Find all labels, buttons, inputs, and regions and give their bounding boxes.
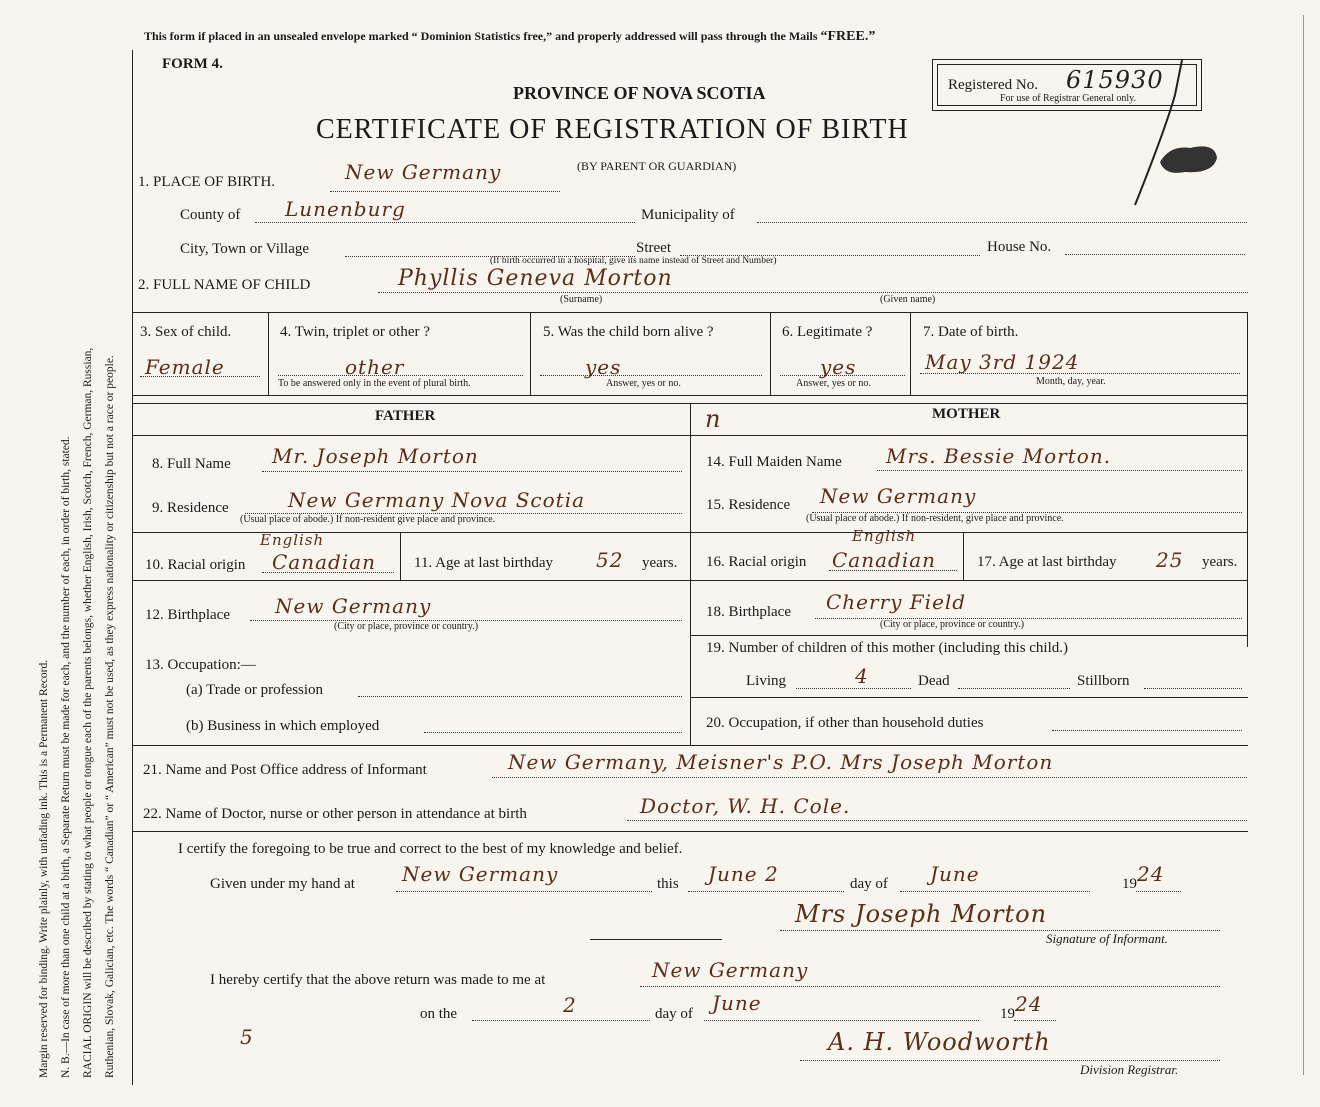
father-race-over: English xyxy=(260,531,325,549)
county-value: Lunenburg xyxy=(285,197,406,221)
child-name-label: 2. FULL NAME OF CHILD xyxy=(138,277,311,293)
registrar-year-prefix: 19 xyxy=(1000,1006,1015,1022)
on-the-label: on the xyxy=(420,1006,458,1022)
dob-value: May 3rd 1924 xyxy=(925,350,1080,374)
sidebar-racial-note-1: RACIAL ORIGIN will be described by stating to what people or tongue each of the parents belongs, whether English, Irish, Scotch, French, German, Russian, xyxy=(82,347,94,1078)
father-occupation-label: 13. Occupation:— xyxy=(145,657,256,673)
sex-label: 3. Sex of child. xyxy=(140,324,232,340)
informant-signature: Mrs Joseph Morton xyxy=(795,900,1048,928)
father-birthplace-note: (City or place, province or country.) xyxy=(334,621,479,632)
dead-label: Dead xyxy=(918,673,950,689)
mother-age-value: 25 xyxy=(1156,548,1184,572)
sidebar-racial-note-2: Ruthenian, Slovak, Galician, etc. The words “ Canadian” or “ American” must not be used, as they express nationality or citizenship but not a race or people. xyxy=(104,355,116,1078)
legitimate-label: 6. Legitimate ? xyxy=(782,324,873,340)
trade-label: (a) Trade or profession xyxy=(186,682,324,698)
certify-text: I certify the foregoing to be true and correct to the best of my knowledge and belief. xyxy=(178,841,683,857)
house-no-label: House No. xyxy=(987,239,1052,255)
month-value: June xyxy=(930,862,980,886)
father-residence-note: (Usual place of abode.) If non-resident give place and province. xyxy=(240,514,496,525)
day-of-label: day of xyxy=(850,876,888,892)
born-alive-value: yes xyxy=(585,355,622,379)
father-residence-value: New Germany Nova Scotia xyxy=(288,488,586,512)
living-label: Living xyxy=(746,673,786,689)
twin-label: 4. Twin, triplet or other ? xyxy=(280,324,430,340)
mother-birthplace-note: (City or place, province or country.) xyxy=(880,619,1025,630)
mother-birthplace-label: 18. Birthplace xyxy=(706,604,791,620)
registrar-use-note: For use of Registrar General only. xyxy=(1000,93,1136,104)
registrar-signature: A. H. Woodworth xyxy=(828,1028,1051,1056)
father-birthplace-value: New Germany xyxy=(275,594,432,618)
this-day-value: June 2 xyxy=(708,862,779,886)
doctor-value: Doctor, W. H. Cole. xyxy=(640,794,851,818)
year-value: 24 xyxy=(1137,862,1165,886)
mother-name-label: 14. Full Maiden Name xyxy=(706,454,842,470)
county-label: County of xyxy=(180,207,241,223)
mother-residence-label: 15. Residence xyxy=(706,497,791,513)
mother-name-value: Mrs. Bessie Morton. xyxy=(886,444,1112,468)
registrar-day-of-label: day of xyxy=(655,1006,693,1022)
registered-label: Registered No. xyxy=(948,77,1038,93)
father-residence-label: 9. Residence xyxy=(152,500,229,516)
father-name-value: Mr. Joseph Morton xyxy=(272,444,479,468)
mother-residence-note: (Usual place of abode.) If non-resident, give place and province. xyxy=(806,513,1064,524)
doctor-label: 22. Name of Doctor, nurse or other person in attendance at birth xyxy=(143,806,527,822)
mother-age-label: 17. Age at last birthday xyxy=(977,554,1117,570)
mother-age-unit: years. xyxy=(1202,554,1238,570)
on-the-value: 2 xyxy=(563,993,577,1017)
city-label: City, Town or Village xyxy=(180,241,310,257)
sidebar-nb-note: N. B.—In case of more than one child at a birth, a Separate Return must be made for each, and the number of each, in order of birth, stated. xyxy=(60,436,72,1078)
father-age-label: 11. Age at last birthday xyxy=(414,555,553,571)
father-race-label: 10. Racial origin xyxy=(145,557,246,573)
registrar-mark: 5 xyxy=(240,1025,254,1049)
father-birthplace-label: 12. Birthplace xyxy=(145,607,230,623)
registrar-year-value: 24 xyxy=(1015,992,1043,1016)
born-alive-note: Answer, yes or no. xyxy=(606,378,681,389)
father-name-label: 8. Full Name xyxy=(152,456,231,472)
sidebar-binding-note: Margin reserved for binding. Write plainly, with unfading ink. This is a Permanent Record. xyxy=(38,659,50,1078)
mother-birthplace-value: Cherry Field xyxy=(826,590,967,614)
this-label: this xyxy=(657,876,679,892)
sex-value: Female xyxy=(145,355,225,379)
mother-race-value: Canadian xyxy=(832,548,937,572)
mother-occupation-label: 20. Occupation, if other than household duties xyxy=(706,715,984,731)
twin-note: To be answered only in the event of plural birth. xyxy=(278,378,471,389)
informant-value: New Germany, Meisner's P.O. Mrs Joseph Morton xyxy=(508,750,1054,774)
mother-heading-mark: n xyxy=(705,405,722,433)
mail-notice: This form if placed in an unsealed envelope marked “ Dominion Statistics free,” and properly addressed will pass through the Mails “FREE.” xyxy=(144,29,876,44)
mother-heading: MOTHER xyxy=(932,406,1001,422)
registrar-month-value: June xyxy=(712,991,762,1015)
place-of-birth-value: New Germany xyxy=(345,160,502,184)
registrar-place-value: New Germany xyxy=(652,958,809,982)
registered-number: 615930 xyxy=(1066,66,1164,94)
given-place-value: New Germany xyxy=(402,862,559,886)
ink-blot-mark xyxy=(1155,140,1225,180)
surname-note: (Surname) xyxy=(560,294,603,305)
father-race-value: Canadian xyxy=(272,550,377,574)
father-heading: FATHER xyxy=(375,408,436,424)
father-age-value: 52 xyxy=(596,548,624,572)
street-label: Street xyxy=(636,240,671,256)
given-under-label: Given under my hand at xyxy=(210,876,355,892)
division-registrar-label: Division Registrar. xyxy=(1080,1062,1179,1077)
form-number: FORM 4. xyxy=(162,56,223,72)
dob-note: Month, day, year. xyxy=(1036,376,1106,387)
registrar-certify-text: I hereby certify that the above return was made to me at xyxy=(210,972,546,988)
children-count-label: 19. Number of children of this mother (including this child.) xyxy=(706,640,1069,656)
living-value: 4 xyxy=(855,664,869,688)
mother-race-label: 16. Racial origin xyxy=(706,554,807,570)
child-name-value: Phyllis Geneva Morton xyxy=(398,266,673,291)
informant-label: 21. Name and Post Office address of Informant xyxy=(143,762,427,778)
mother-race-over: English xyxy=(852,527,917,545)
signature-informant-label: Signature of Informant. xyxy=(1046,931,1168,946)
father-age-unit: years. xyxy=(642,555,678,571)
legitimate-note: Answer, yes or no. xyxy=(796,378,871,389)
page-title: CERTIFICATE OF REGISTRATION OF BIRTH xyxy=(316,114,909,145)
pen-stroke-mark xyxy=(1120,55,1210,215)
hospital-note: (If birth occurred in a hospital, give its name instead of Street and Number) xyxy=(490,256,777,266)
place-of-birth-label: 1. PLACE OF BIRTH. xyxy=(138,174,276,190)
municipality-label: Municipality of xyxy=(641,207,735,223)
given-name-note: (Given name) xyxy=(880,294,936,305)
legitimate-value: yes xyxy=(820,355,857,379)
born-alive-label: 5. Was the child born alive ? xyxy=(543,324,714,340)
year-prefix: 19 xyxy=(1122,876,1137,892)
stillborn-label: Stillborn xyxy=(1077,673,1130,689)
page-subtitle: (BY PARENT OR GUARDIAN) xyxy=(577,159,737,173)
province-heading: PROVINCE OF NOVA SCOTIA xyxy=(513,83,766,103)
mother-residence-value: New Germany xyxy=(820,484,977,508)
business-label: (b) Business in which employed xyxy=(186,718,380,734)
twin-value: other xyxy=(345,355,405,379)
dob-label: 7. Date of birth. xyxy=(923,324,1019,340)
